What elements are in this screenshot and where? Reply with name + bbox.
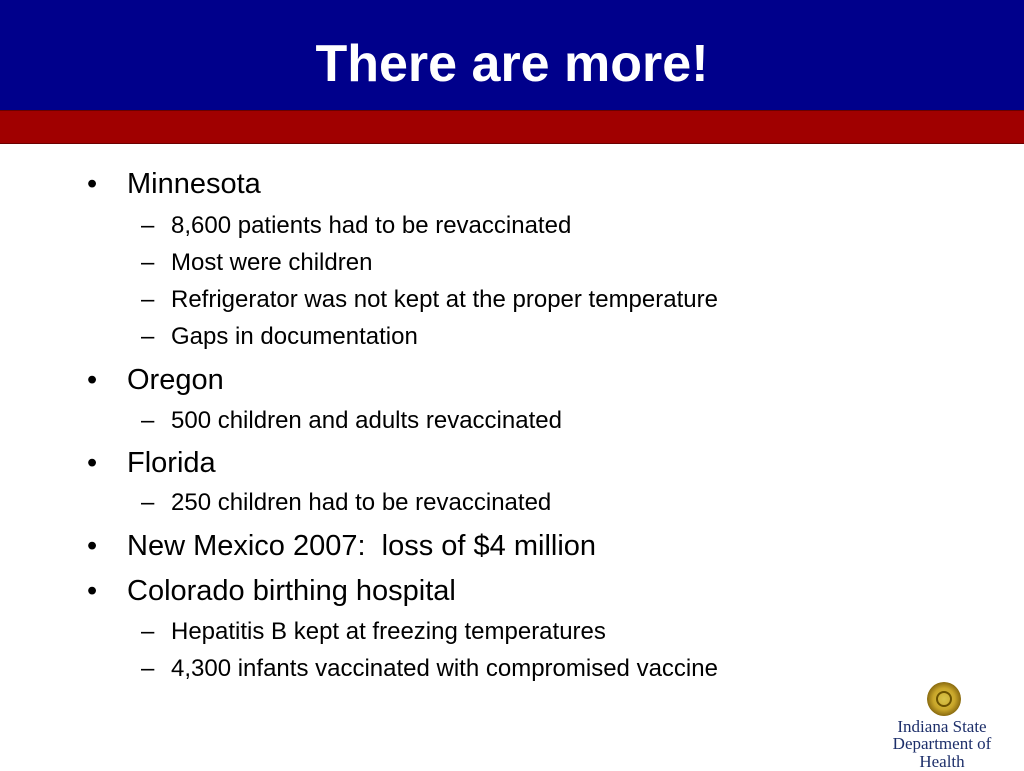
sub-bullet bbox=[141, 323, 418, 351]
bullet-marker: • bbox=[87, 530, 98, 562]
sub-bullet-text: 250 children had to be revaccinated bbox=[171, 489, 552, 516]
sub-bullet-text: Most were children bbox=[171, 249, 373, 276]
sub-bullet bbox=[141, 407, 562, 435]
sub-bullet bbox=[141, 249, 373, 277]
dash-marker: – bbox=[141, 489, 155, 516]
bullet-text: Oregon bbox=[127, 364, 224, 396]
sub-bullet-text: Refrigerator was not kept at the proper temperature bbox=[171, 286, 718, 313]
state-seal-icon bbox=[927, 682, 961, 716]
slide-title: There are more! bbox=[315, 35, 709, 93]
dash-marker: – bbox=[141, 323, 155, 350]
sub-bullet-text: 4,300 infants vaccinated with compromised vaccine bbox=[171, 655, 718, 682]
indiana-health-logo bbox=[872, 678, 1012, 771]
bullet-florida bbox=[87, 446, 216, 480]
sub-bullet bbox=[141, 489, 552, 517]
dash-marker: – bbox=[141, 655, 155, 682]
bullet-text: Colorado birthing hospital bbox=[127, 575, 456, 607]
bullet-marker: • bbox=[87, 364, 98, 396]
sub-bullet-text: 500 children and adults revaccinated bbox=[171, 407, 562, 434]
dash-marker: – bbox=[141, 618, 155, 645]
logo-text-line2: Department of Health bbox=[892, 734, 992, 771]
bullet-text: Minnesota bbox=[127, 168, 261, 200]
bullet-marker: • bbox=[87, 447, 98, 479]
bullet-marker: • bbox=[87, 168, 98, 200]
logo-text-line1: Indiana State bbox=[897, 717, 987, 736]
dash-marker: – bbox=[141, 407, 155, 434]
sub-bullet-text: Gaps in documentation bbox=[171, 323, 418, 350]
bullet-marker: • bbox=[87, 575, 98, 607]
bullet-text: Florida bbox=[127, 447, 216, 479]
bullet-new-mexico bbox=[87, 529, 597, 563]
bullet-oregon bbox=[87, 363, 224, 397]
dash-marker: – bbox=[141, 212, 155, 239]
bullet-colorado bbox=[87, 574, 456, 608]
sub-bullet-text: Hepatitis B kept at freezing temperatures bbox=[171, 618, 606, 645]
dash-marker: – bbox=[141, 249, 155, 276]
sub-bullet bbox=[141, 618, 606, 646]
sub-bullet bbox=[141, 655, 718, 683]
dash-marker: – bbox=[141, 286, 155, 313]
sub-bullet bbox=[141, 212, 572, 240]
sub-bullet-text: 8,600 patients had to be revaccinated bbox=[171, 212, 572, 239]
bullet-minnesota bbox=[87, 167, 261, 201]
bullet-text: New Mexico 2007: loss of $4 million bbox=[127, 530, 597, 562]
sub-bullet bbox=[141, 286, 718, 314]
